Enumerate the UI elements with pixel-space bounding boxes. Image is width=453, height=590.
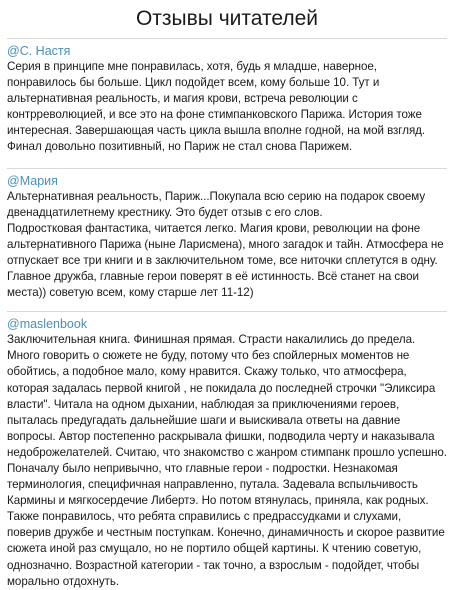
review-author-link[interactable]: @С. Настя [7,44,71,58]
page-title: Отзывы читателей [135,7,319,30]
review-author-link[interactable]: @maslenbook [7,317,88,332]
review-text: Серия в принципе мне понравилась, хотя, будь я младше, наверное, понравилось бы больше. Цикл подойдет всем, кому больше 10. Тут и альтернативная реальность, и магия крови, встреча революции с контрреволюцией, и все это на фоне стимпанковского Парижа. История тоже интересная. Завершающая часть цикла вышла вполне годной, на мой взгляд. Финал довольно позитивный, но Париж не стал снова Парижем. [7,60,426,154]
review-text: Подростковая фантастика, читается легко. Магия крови, революции на фоне альтернативного Парижа (ныне Ларисмена), много загадок и тайн. Атмосфера не отпускает все три книги и в заключительном томе, все ниточки сплетутся в одну. Главное дружба, главные герои поверят в её истинность. Всё станет на свои места)) советую всем, кому старше лет 11-12) [7,221,444,300]
review-author-link[interactable]: @Мария [7,173,58,188]
review-text: Заключительная книга. Финишная прямая. Страсти накалились до предела. Много говорить о сюжете не буду, потому что без спойлерных моментов не обойтись, а подобное мало, кому нравится. Скажу только, что атмосфера, которая задалась первой книгой , не покидала до последней строчки "Эликсира власти". Читала на одном дыхании, наблюдая за приключениями героев, пыталась предугадать дальнейшие шаги и выискивала ответы на давние вопросы. Автор постепенно раскрывала фишки, подводила черту и наказывала недоброжелателей. Считаю, что знакомство с жанром стимпанк прошло успешно. Поначалу было непривычно, что главные герои - подростки. Незнакомая терминология, специфичная направленно, путала. Задевала вспыльчивость Кармины и мягкосердечие Либертэ. Но потом втянулась, приняла, как родных. Также понравилось, что ребята справились с предрассудками и слухами, поверив дружбе и честным поступкам. Конечно, динамичность и скорое развитие сюжета иной раз смущало, но не портило общей картины. К чтению советую, однозначно. Возрастной категории - так точно, а взрослым - подойдет, чтобы морально отдохнуть. [7,333,447,588]
review-card [7,38,447,156]
review-text: Альтернативная реальность, Париж...Покупала всю серию на подарок своему двенадцатилетнему крестнику. Это будет отзыв с его слов. [7,189,426,219]
review-card [7,168,447,302]
review-card [7,311,447,590]
